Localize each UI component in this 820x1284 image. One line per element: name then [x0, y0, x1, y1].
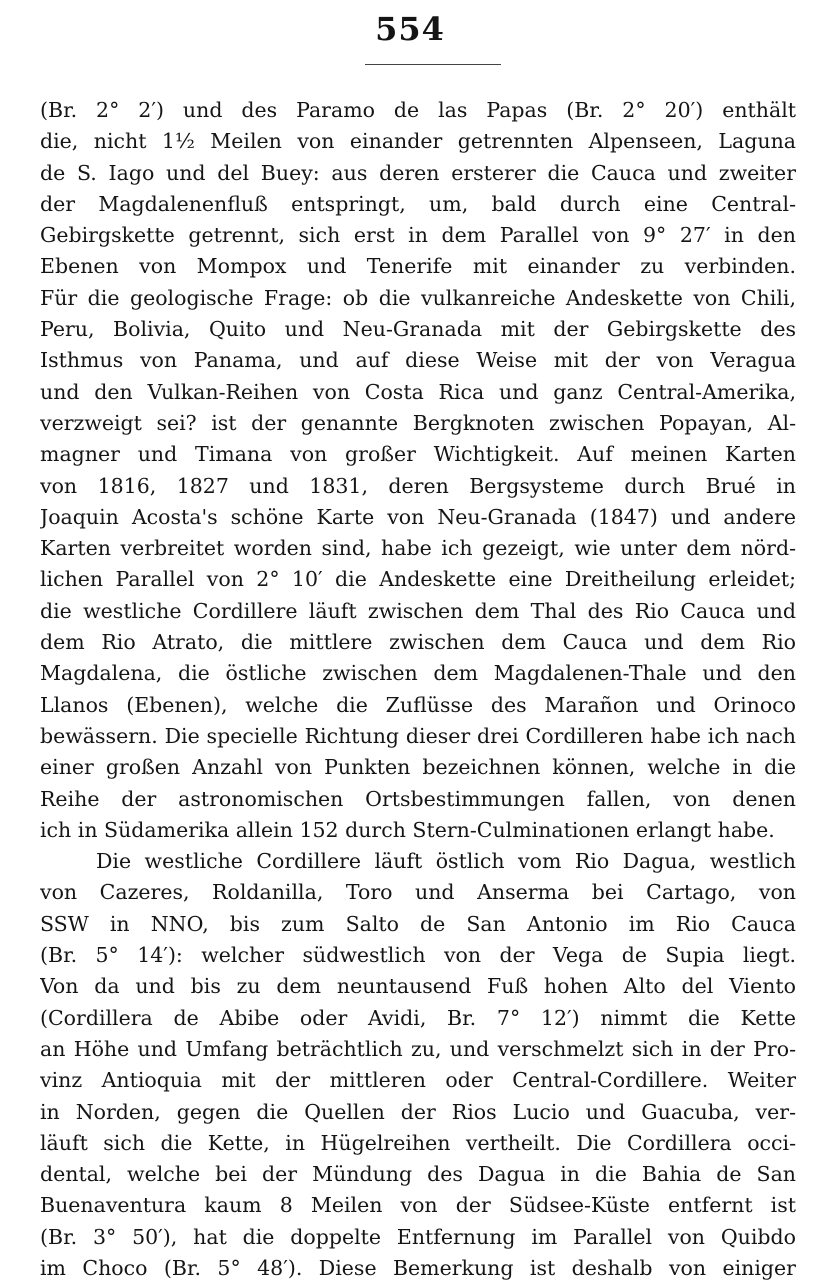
text-line: (Br. 2° 2′) und des Paramo de las Papas (Br. 2° 20′) enthält [40, 98, 796, 122]
text-line: (Br. 3° 50′), hat die doppelte Entfernung im Parallel von Quibdo [40, 1224, 796, 1249]
text-line: de S. Iago und del Buey: aus deren ersterer die Cauca und zweiter [40, 160, 796, 185]
text-line: läuft sich die Kette, in Hügelreihen vertheilt. Die Cordillera occi- [40, 1130, 796, 1155]
text-line: SSW in NNO, bis zum Salto de San Antonio im Rio Cauca [40, 911, 796, 936]
text-line: der Magdalenenfluß entspringt, um, bald durch eine Central- [40, 191, 796, 216]
text-line: Magdalena, die östliche zwischen dem Magdalenen-Thale und den [40, 661, 796, 686]
text-line: Gebirgskette getrennt, sich erst in dem Parallel von 9° 27′ in den [40, 223, 796, 248]
text-line: in Norden, gegen die Quellen der Rios Lucio und Guacuba, ver- [40, 1099, 796, 1124]
text-line: Für die geologische Frage: ob die vulkanreiche Andeskette von Chili, [40, 285, 796, 310]
text-line: Von da und bis zu dem neuntausend Fuß hohen Alto del Viento [40, 974, 796, 999]
text-line: Reihe der astronomischen Ortsbestimmungen fallen, von denen [40, 786, 796, 811]
text-line: dem Rio Atrato, die mittlere zwischen dem Cauca und dem Rio [40, 630, 796, 655]
text-line: von Cazeres, Roldanilla, Toro und Anserma bei Cartago, von [40, 880, 796, 905]
text-line: vinz Antioquia mit der mittleren oder Central-Cordillere. Weiter [40, 1068, 796, 1093]
text-line: Buenaventura kaum 8 Meilen von der Südsee-Küste entfernt ist [40, 1193, 796, 1218]
text-line: von 1816, 1827 und 1831, deren Bergsysteme durch Brué in [40, 473, 796, 498]
text-line: (Cordillera de Abibe oder Avidi, Br. 7° 12′) nimmt die Kette [40, 1005, 796, 1030]
text-line: einer großen Anzahl von Punkten bezeichnen können, welche in die [40, 755, 796, 780]
text-line: an Höhe und Umfang beträchtlich zu, und verschmelzt sich in der Pro- [40, 1036, 796, 1061]
text-line: lichen Parallel von 2° 10′ die Andeskette eine Dreitheilung erleidet; [40, 567, 796, 592]
text-line: ich in Südamerika allein 152 durch Stern-Culminationen erlangt habe. [40, 817, 775, 842]
text-line: Isthmus von Panama, und auf diese Weise mit der von Veragua [40, 348, 796, 373]
text-line: Karten verbreitet worden sind, habe ich gezeigt, wie unter dem nörd- [40, 536, 796, 561]
text-line: Llanos (Ebenen), welche die Zuflüsse des Marañon und Orinoco [40, 692, 796, 717]
text-line: bewässern. Die specielle Richtung dieser drei Cordilleren habe ich nach [40, 723, 796, 748]
text-line: Peru, Bolivia, Quito und Neu-Granada mit der Gebirgskette des [40, 317, 796, 342]
body-text [40, 95, 796, 1284]
page-number: 554 [375, 10, 445, 48]
text-line: die westliche Cordillere läuft zwischen dem Thal des Rio Cauca und [40, 598, 796, 623]
text-line: Die westliche Cordillere läuft östlich vom Rio Dagua, westlich [96, 849, 796, 874]
text-line: im Choco (Br. 5° 48′). Diese Bemerkung ist deshalb von einiger [40, 1255, 796, 1280]
text-line: Joaquin Acosta's schöne Karte von Neu-Granada (1847) und andere [40, 504, 796, 529]
text-line: die, nicht 1½ Meilen von einander getrennten Alpenseen, Laguna [40, 129, 796, 154]
header-rule [365, 64, 501, 65]
text-line: verzweigt sei? ist der genannte Bergknoten zwischen Popayan, Al- [40, 410, 796, 435]
text-line: und den Vulkan-Reihen von Costa Rica und ganz Central-Amerika, [40, 379, 796, 404]
text-line: (Br. 5° 14′): welcher südwestlich von der Vega de Supia liegt. [40, 943, 796, 968]
text-line: magner und Timana von großer Wichtigkeit. Auf meinen Karten [40, 442, 796, 467]
text-line: Ebenen von Mompox und Tenerife mit einander zu verbinden. [40, 254, 796, 279]
text-line: dental, welche bei der Mündung des Dagua in die Bahia de San [40, 1162, 796, 1187]
